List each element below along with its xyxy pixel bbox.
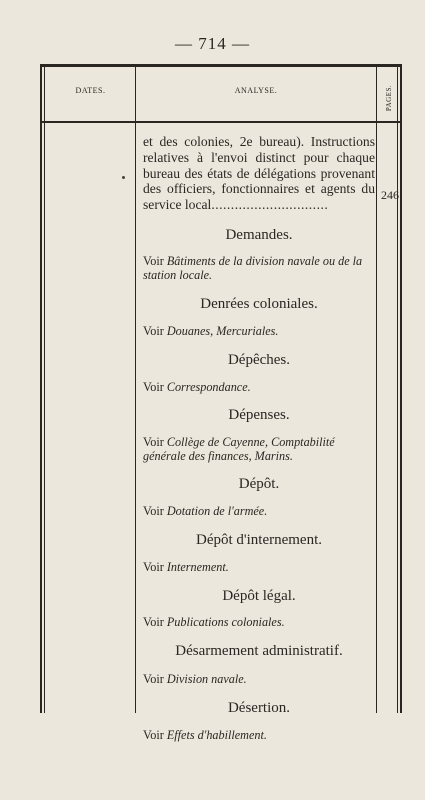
- continuation-paragraph: [143, 134, 375, 213]
- header-rule: [40, 121, 402, 123]
- cross-reference-target: Internement.: [166, 559, 229, 574]
- voir-label: Voir: [143, 503, 164, 518]
- column-header-dates: DATES.: [75, 86, 106, 95]
- page-number: — 714 —: [175, 34, 250, 53]
- index-entry: [143, 643, 375, 686]
- index-entry: [143, 532, 375, 574]
- voir-label: Voir: [143, 323, 164, 338]
- index-entry: [143, 588, 375, 629]
- voir-label: Voir: [143, 671, 164, 686]
- entry-reference: [143, 560, 375, 574]
- entry-reference: [143, 504, 375, 518]
- index-entry: [143, 476, 375, 518]
- cross-reference-target: Correspondance.: [166, 379, 251, 394]
- voir-label: Voir: [143, 253, 164, 268]
- entry-title: Demandes.: [225, 226, 293, 243]
- entry-title: Dépôt d'internement.: [196, 531, 322, 548]
- entry-reference: [143, 672, 375, 686]
- entry-reference: [143, 728, 375, 742]
- cross-reference-target: Bâtiments de la division navale ou de la station locale.: [143, 253, 363, 282]
- voir-label: Voir: [143, 434, 164, 449]
- index-entry: [143, 407, 375, 463]
- column-header-pages-label: PAGES.: [385, 84, 393, 112]
- column-header-pages: [380, 77, 398, 119]
- cross-reference-target: Publications coloniales.: [166, 614, 285, 629]
- cross-reference-target: Effets d'habillement.: [166, 727, 267, 742]
- entry-title: Dépôt.: [238, 475, 280, 492]
- entry-title: Désertion.: [227, 699, 291, 716]
- index-entry: [143, 296, 375, 338]
- column-divider-pages: [376, 67, 377, 713]
- voir-label: Voir: [143, 379, 164, 394]
- entry-reference: [143, 615, 375, 629]
- entry-list: [143, 227, 375, 742]
- table-border-right-inner: [397, 67, 398, 713]
- column-header-analyse: ANALYSE.: [234, 86, 278, 95]
- index-entry: [143, 227, 375, 282]
- table-border-left-inner: [44, 67, 45, 713]
- entry-reference: [143, 380, 375, 394]
- cross-reference-target: Douanes, Mercuriales.: [166, 323, 279, 338]
- continuation-leaders: ..............................: [211, 197, 329, 213]
- index-entry: [143, 352, 375, 394]
- cross-reference-target: Collège de Cayenne, Comptabilité générale des finances, Marins.: [143, 434, 335, 463]
- entry-title: Denrées coloniales.: [200, 295, 318, 312]
- entry-title: Dépôt légal.: [222, 587, 296, 604]
- voir-label: Voir: [143, 614, 164, 629]
- analyse-column-content: [143, 134, 375, 742]
- entry-title: Dépenses.: [228, 406, 290, 423]
- entry-title: Désarmement administratif.: [175, 642, 343, 659]
- entry-reference: [143, 324, 375, 338]
- table-border-left: [40, 67, 42, 713]
- table-border-right: [400, 67, 402, 713]
- index-entry: [143, 700, 375, 742]
- continuation-page-ref: 246: [381, 188, 399, 202]
- continuation-text: et des colonies, 2e bureau). Instructions relatives à l'envoi distinct pour chaque bureau des états de délégations provenant des officiers, fonctionnaires et agents du service local: [143, 134, 375, 213]
- column-divider-dates: [135, 67, 136, 713]
- entry-reference: [143, 254, 375, 282]
- voir-label: Voir: [143, 559, 164, 574]
- voir-label: Voir: [143, 727, 164, 742]
- cross-reference-target: Dotation de l'armée.: [166, 503, 268, 518]
- entry-reference: [143, 435, 375, 463]
- print-speck: [122, 176, 125, 179]
- entry-title: Dépêches.: [227, 351, 291, 368]
- cross-reference-target: Division navale.: [166, 671, 247, 686]
